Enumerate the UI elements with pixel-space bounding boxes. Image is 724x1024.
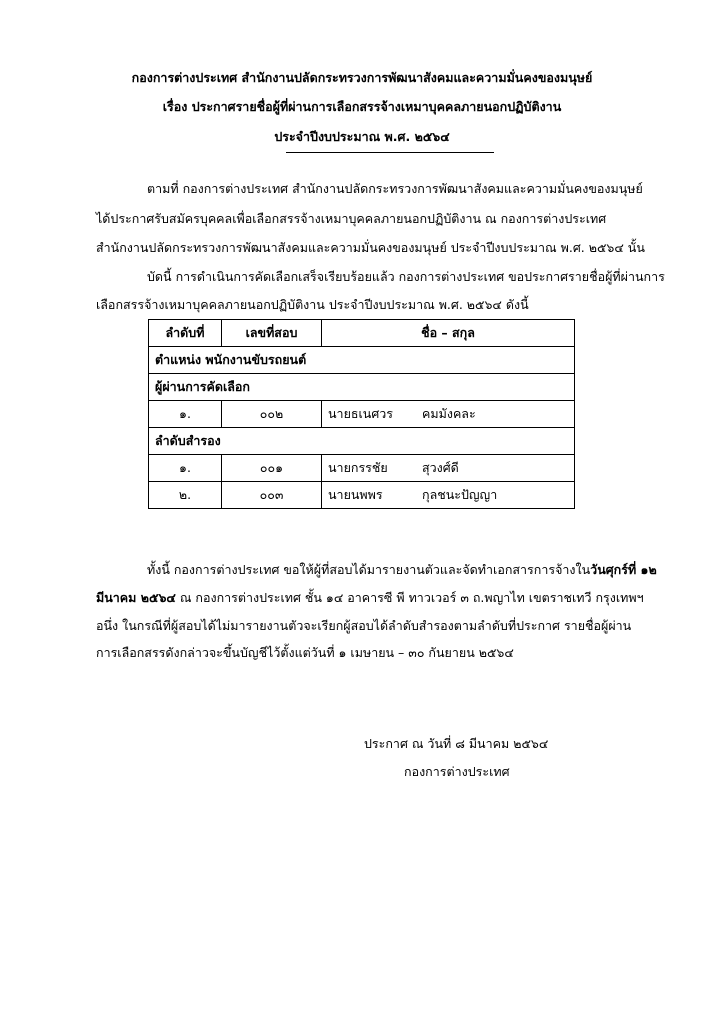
closing-line-4: การเลือกสรรดังกล่าวจะขึ้นบัญชีไว้ตั้งแต่วันที่ ๑ เมษายน – ๓๐ กันยายน ๒๕๖๔ <box>96 645 514 660</box>
order-cell: ๑. <box>149 401 222 428</box>
intro-line-1: ตามที่ กองการต่างประเทศ สำนักงานปลัดกระทรวงการพัฒนาสังคมและความมั่นคงของมนุษย์ <box>147 181 643 196</box>
table-row <box>149 482 575 509</box>
header-line-1: กองการต่างประเทศ สำนักงานปลัดกระทรวงการพัฒนาสังคมและความมั่นคงของมนุษย์ <box>131 70 593 85</box>
table-row <box>149 401 575 428</box>
table-header-row <box>149 320 575 347</box>
table-section-row <box>149 374 575 401</box>
intro-line-2: ได้ประกาศรับสมัครบุคคลเพื่อเลือกสรรจ้างเหมาบุคคลภายนอกปฏิบัติงาน ณ กองการต่างประเทศ <box>96 211 607 226</box>
passed-label: ผู้ผ่านการคัดเลือก <box>149 374 575 401</box>
closing-date-bold-2: มีนาคม ๒๕๖๔ <box>96 590 176 605</box>
exam-no-cell: ๐๐๓ <box>222 482 322 509</box>
closing-line-2 <box>96 588 644 608</box>
closing-line-1-text: ทั้งนี้ กองการต่างประเทศ ขอให้ผู้ที่สอบได้มารายงานตัวและจัดทำเอกสารการจ้างใน <box>147 562 591 577</box>
name-cell <box>322 482 575 509</box>
order-cell: ๑. <box>149 455 222 482</box>
last-name: สุวงศ์ดี <box>422 460 459 475</box>
col-header-exam-no: เลขที่สอบ <box>222 320 322 347</box>
name-cell <box>322 455 575 482</box>
table-section-row <box>149 347 575 374</box>
header-line-2: เรื่อง ประกาศรายชื่อผู้ที่ผ่านการเลือกสรรจ้างเหมาบุคคลภายนอกปฏิบัติงาน <box>162 99 562 114</box>
col-header-order: ลำดับที่ <box>149 320 222 347</box>
announce-line-2: เลือกสรรจ้างเหมาบุคคลภายนอกปฏิบัติงาน ประจำปีงบประมาณ พ.ศ. ๒๕๖๔ ดังนี้ <box>96 297 529 312</box>
intro-line-3: สำนักงานปลัดกระทรวงการพัฒนาสังคมและความมั่นคงของมนุษย์ ประจำปีงบประมาณ พ.ศ. ๒๕๖๔ นั้น <box>96 240 645 255</box>
table-row <box>149 455 575 482</box>
last-name: คมมังคละ <box>422 406 476 421</box>
first-name: นายกรรชัย <box>328 460 388 475</box>
signing-office: กองการต่างประเทศ <box>404 764 510 779</box>
closing-date-bold-1: วันศุกร์ที่ ๑๒ <box>590 562 657 577</box>
announce-date: ประกาศ ณ วันที่ ๘ มีนาคม ๒๕๖๔ <box>364 736 549 751</box>
reserve-label: ลำดับสำรอง <box>149 428 575 455</box>
exam-no-cell: ๐๐๒ <box>222 401 322 428</box>
closing-line-2-text: ณ กองการต่างประเทศ ชั้น ๑๔ อาคารซี พี ทาวเวอร์ ๓ ถ.พญาไท เขตราชเทวี กรุงเทพฯ <box>175 590 644 605</box>
header-divider <box>286 152 494 153</box>
table-section-row <box>149 428 575 455</box>
last-name: กุลชนะปัญญา <box>422 487 498 502</box>
results-table <box>148 319 575 509</box>
position-label: ตำแหน่ง พนักงานขับรถยนต์ <box>149 347 575 374</box>
closing-line-1 <box>147 560 657 580</box>
col-header-name: ชื่อ – สกุล <box>322 320 575 347</box>
announce-line-1: บัดนี้ การดำเนินการคัดเลือกเสร็จเรียบร้อยแล้ว กองการต่างประเทศ ขอประกาศรายชื่อผู้ที่ผ่านการ <box>147 269 665 284</box>
header-line-3: ประจำปีงบประมาณ พ.ศ. ๒๕๖๔ <box>274 129 450 144</box>
name-cell <box>322 401 575 428</box>
closing-line-3: อนึ่ง ในกรณีที่ผู้สอบได้ไม่มารายงานตัวจะเรียกผู้สอบได้ลำดับสำรองตามลำดับที่ประกาศ รายชื่อผู้ผ่าน <box>96 618 632 633</box>
order-cell: ๒. <box>149 482 222 509</box>
first-name: นายธเนศวร <box>328 406 394 421</box>
exam-no-cell: ๐๐๑ <box>222 455 322 482</box>
first-name: นายนพพร <box>328 487 383 502</box>
